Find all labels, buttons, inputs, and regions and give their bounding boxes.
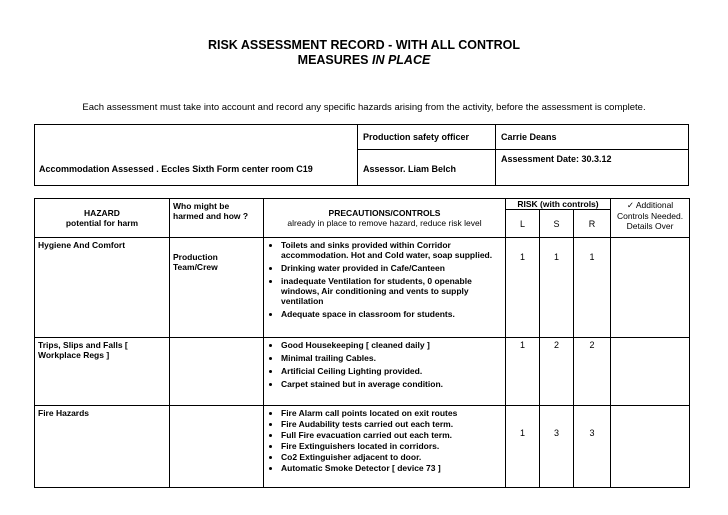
additional-controls-cell xyxy=(611,238,690,338)
rating-value: 3 xyxy=(574,406,611,488)
list-item: • Good Housekeeping [ cleaned daily ] xyxy=(281,340,502,350)
page-title xyxy=(0,38,728,68)
severity-value: 3 xyxy=(540,406,574,488)
controls-cell xyxy=(264,338,506,406)
table-row xyxy=(35,338,690,406)
additional-controls-cell xyxy=(611,338,690,406)
controls-cell xyxy=(264,238,506,338)
severity-value: 1 xyxy=(540,238,574,338)
hazard-cell: Trips, Slips and Falls [ Workplace Regs ] xyxy=(35,338,170,406)
likelihood-value: 1 xyxy=(506,338,540,406)
list-item: • Fire Extinguishers located in corridors. xyxy=(281,441,502,451)
hazard-cell: Fire Hazards xyxy=(35,406,170,488)
hazard-header: HAZARD potential for harm xyxy=(35,199,170,238)
severity-value: 2 xyxy=(540,338,574,406)
assessment-date: Assessment Date: 30.3.12 xyxy=(501,154,612,164)
list-item: • Automatic Smoke Detector [ device 73 ] xyxy=(281,463,502,473)
list-item: • Carpet stained but in average condition. xyxy=(281,379,502,389)
list-item: • Toilets and sinks provided within Corridor accommodation. Hot and Cold water, soap supplied. xyxy=(281,240,502,260)
table-row xyxy=(35,406,690,488)
precautions-header: PRECAUTIONS/CONTROLS already in place to remove hazard, reduce risk level xyxy=(264,199,506,238)
list-item: • Full Fire evacuation carried out each term. xyxy=(281,430,502,440)
rating-value: 1 xyxy=(574,238,611,338)
info-box xyxy=(34,124,689,186)
risk-table xyxy=(34,198,690,488)
list-item: • inadequate Ventilation for students, 0 openable windows, Air conditioning and vents to supply ventilation xyxy=(281,276,502,306)
header-row xyxy=(35,199,690,210)
table-row xyxy=(35,238,690,338)
rating-header: R xyxy=(574,210,611,238)
officer-name: Carrie Deans xyxy=(501,132,557,142)
intro-text: Each assessment must take into account and record any specific hazards arising from the activity, before the assessment is complete. xyxy=(82,102,646,113)
likelihood-value: 1 xyxy=(506,238,540,338)
who-cell xyxy=(170,338,264,406)
hazard-cell: Hygiene And Comfort xyxy=(35,238,170,338)
controls-cell xyxy=(264,406,506,488)
additional-controls-cell xyxy=(611,406,690,488)
additional-controls-header: ✓ Additional Controls Needed. Details Over xyxy=(611,199,690,238)
risk-header: RISK (with controls) xyxy=(506,199,611,210)
severity-header: S xyxy=(540,210,574,238)
list-item: • Fire Alarm call points located on exit routes xyxy=(281,408,502,418)
list-item: • Adequate space in classroom for students. xyxy=(281,309,502,319)
list-item: • Minimal trailing Cables. xyxy=(281,353,502,363)
rating-value: 2 xyxy=(574,338,611,406)
list-item: • Artificial Ceiling Lighting provided. xyxy=(281,366,502,376)
list-item: • Drinking water provided in Cafe/Canteen xyxy=(281,263,502,273)
title-line-1: RISK ASSESSMENT RECORD - WITH ALL CONTROL xyxy=(207,38,521,52)
who-cell xyxy=(170,406,264,488)
officer-label: Production safety officer xyxy=(363,132,470,142)
list-item: • Co2 Extinguisher adjacent to door. xyxy=(281,452,502,462)
likelihood-header: L xyxy=(506,210,540,238)
assessor: Assessor. Liam Belch xyxy=(363,164,457,174)
accommodation-assessed: Accommodation Assessed . Eccles Sixth Form center room C19 xyxy=(39,164,313,174)
who-header: Who might be harmed and how ? xyxy=(170,199,264,238)
who-cell: Production Team/Crew xyxy=(170,238,264,338)
title-line-2: MEASURES IN PLACE xyxy=(297,53,431,67)
list-item: • Fire Audability tests carried out each term. xyxy=(281,419,502,429)
likelihood-value: 1 xyxy=(506,406,540,488)
